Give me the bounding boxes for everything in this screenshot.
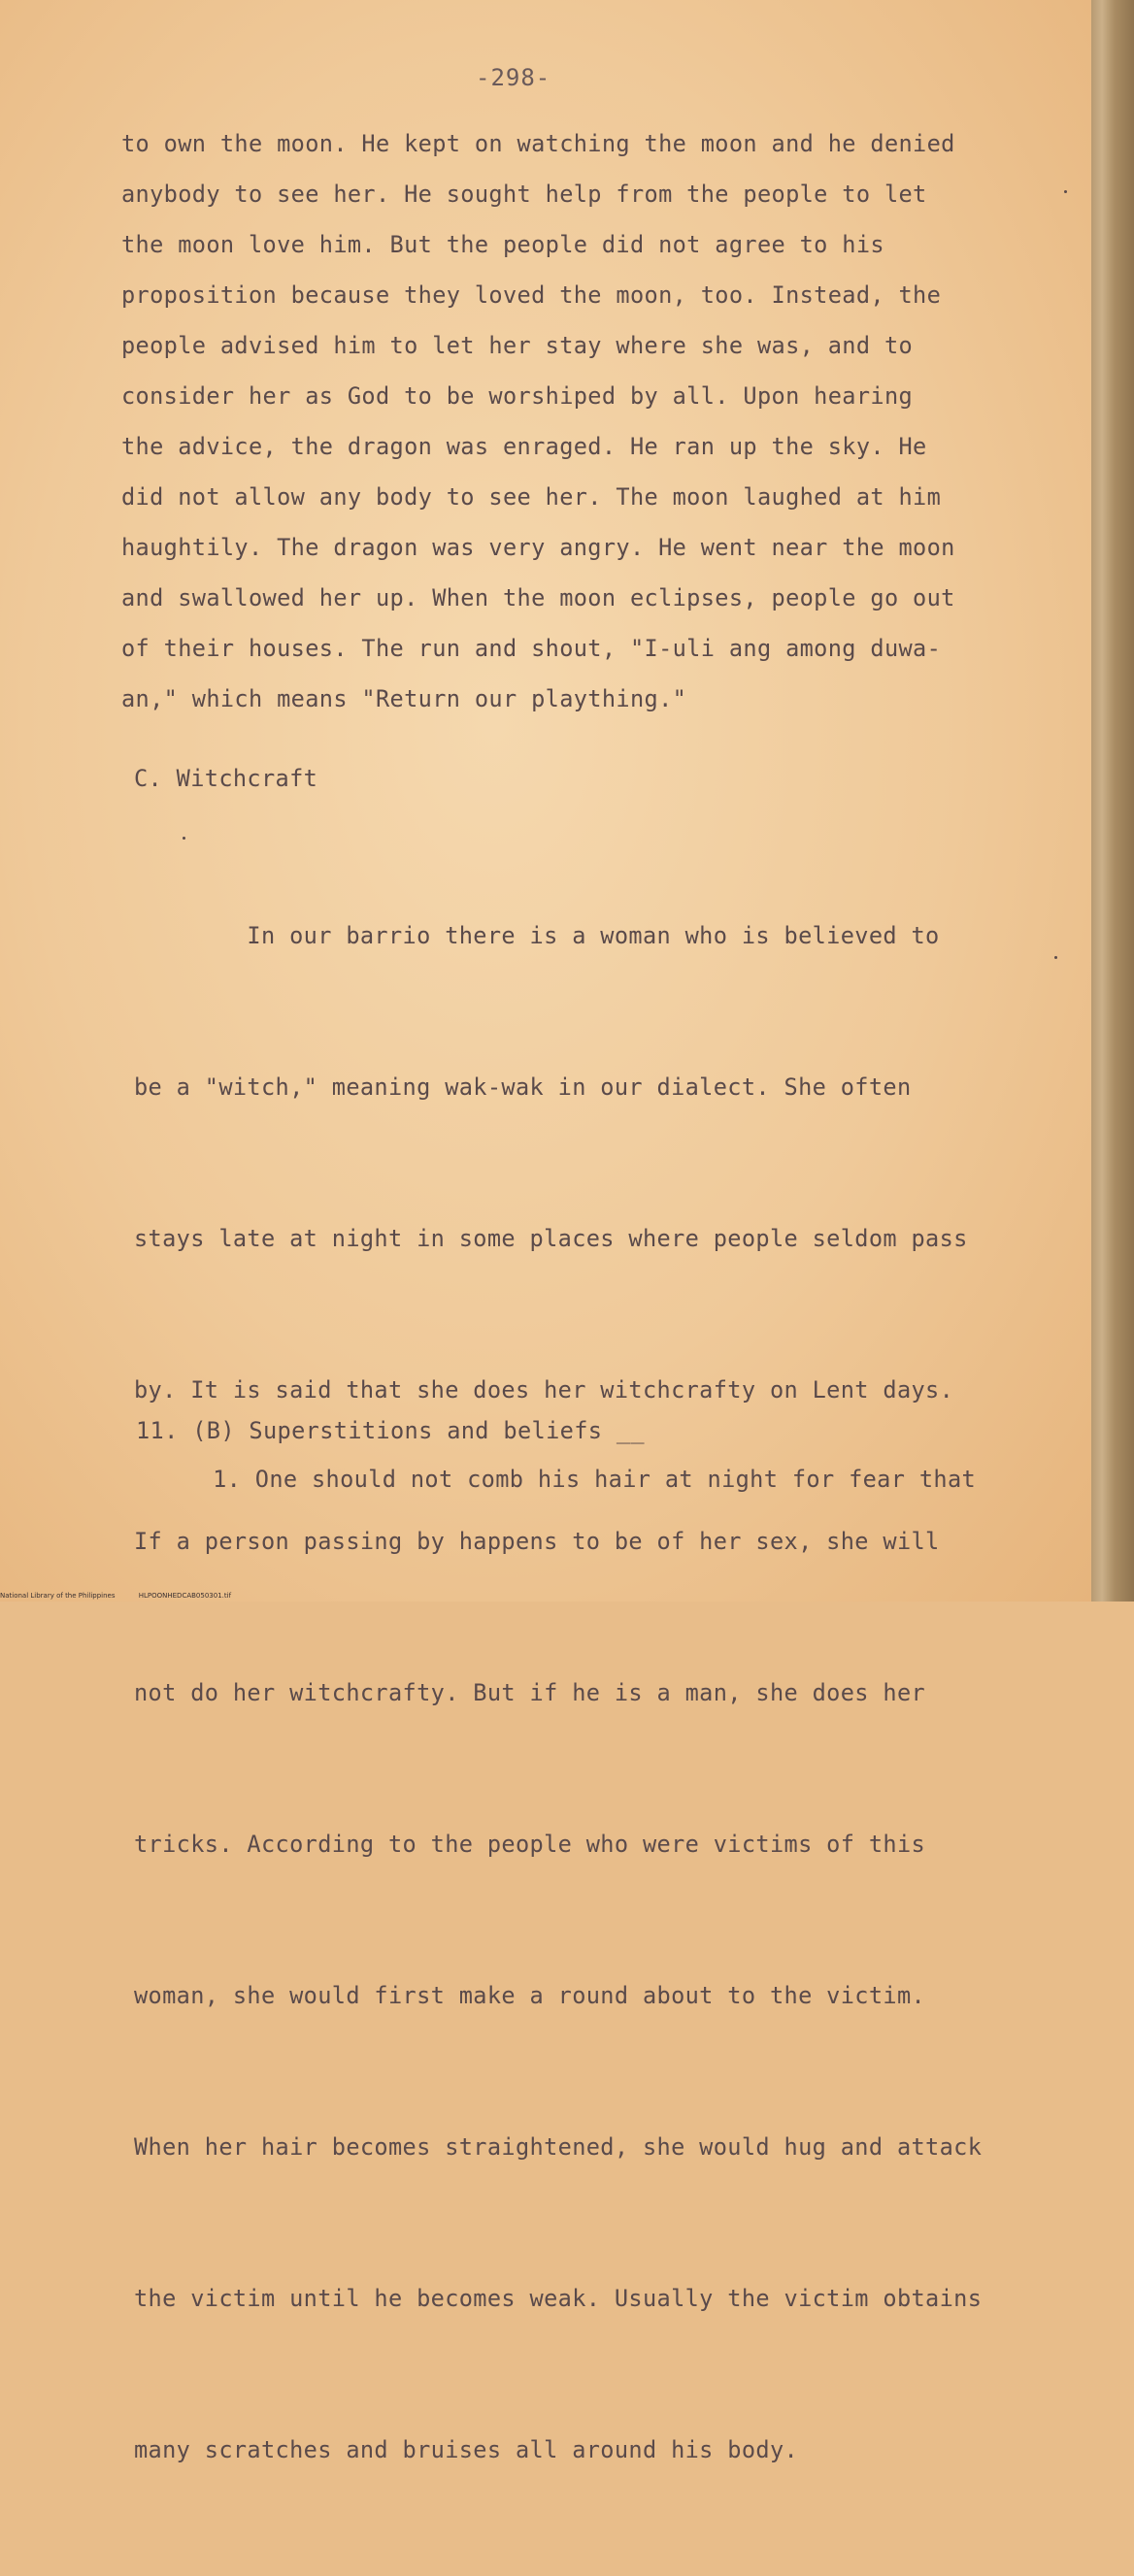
scan-footer xyxy=(0,1592,252,1600)
paragraph-dragon-and-moon xyxy=(121,118,955,724)
page-edge xyxy=(1091,0,1134,1602)
footer-library: National Library of the Philippines xyxy=(0,1592,116,1600)
text-line: When her hair becomes straightened, she would hug and attack xyxy=(134,2133,983,2161)
text-line: consider her as God to be worshiped by all. Upon hearing xyxy=(121,382,914,410)
text-line: haughtily. The dragon was very angry. He went near the moon xyxy=(121,534,955,561)
text-line: the advice, the dragon was enraged. He ran up the sky. He xyxy=(121,433,927,460)
text-line: to own the moon. He kept on watching the moon and he denied xyxy=(121,130,955,157)
text-line: stays late at night in some places where people seldom pass xyxy=(134,1225,968,1252)
text-line: not do her witchcrafty. But if he is a man, she does her xyxy=(134,1679,926,1706)
text-line: anybody to see her. He sought help from the people to let xyxy=(121,181,927,208)
text-line: an," which means "Return our plaything." xyxy=(121,685,687,712)
text-line: If a person passing by happens to be of her sex, she will xyxy=(134,1528,940,1555)
text-line: the moon love him. But the people did not agree to his xyxy=(121,231,884,258)
page-number: -298- xyxy=(476,64,551,91)
text-line: woman, she would first make a round about to the victim. xyxy=(134,1982,926,2009)
ink-speck xyxy=(1064,190,1067,193)
section-heading-witchcraft: C. Witchcraft xyxy=(134,765,318,792)
text-line: tricks. According to the people who were victims of this xyxy=(134,1831,926,1858)
ink-speck xyxy=(1054,956,1057,959)
text-line: proposition because they loved the moon, too. Instead, the xyxy=(121,281,942,309)
text-line: In our barrio there is a woman who is believed to xyxy=(134,922,940,949)
text-line: of their houses. The run and shout, "I-uli ang among duwa- xyxy=(121,635,942,662)
superstition-item-1: 1. One should not comb his hair at night for fear that xyxy=(184,1466,977,1493)
text-line: and swallowed her up. When the moon eclipses, people go out xyxy=(121,584,955,611)
text-line: the victim until he becomes weak. Usually the victim obtains xyxy=(134,2285,983,2312)
text-line: many scratches and bruises all around his body. xyxy=(134,2436,799,2463)
text-line: people advised him to let her stay where she was, and to xyxy=(121,332,914,359)
section-heading-superstitions: 11. (B) Superstitions and beliefs __ xyxy=(136,1417,645,1444)
paragraph-witchcraft xyxy=(134,809,982,2576)
text-line: by. It is said that she does her witchcrafty on Lent days. xyxy=(134,1376,954,1404)
text-line: be a "witch," meaning wak-wak in our dialect. She often xyxy=(134,1073,912,1101)
text-line: did not allow any body to see her. The moon laughed at him xyxy=(121,483,942,511)
footer-file-id: HLPOONHEDCAB050301.tif xyxy=(138,1592,232,1600)
ink-speck xyxy=(183,837,185,840)
